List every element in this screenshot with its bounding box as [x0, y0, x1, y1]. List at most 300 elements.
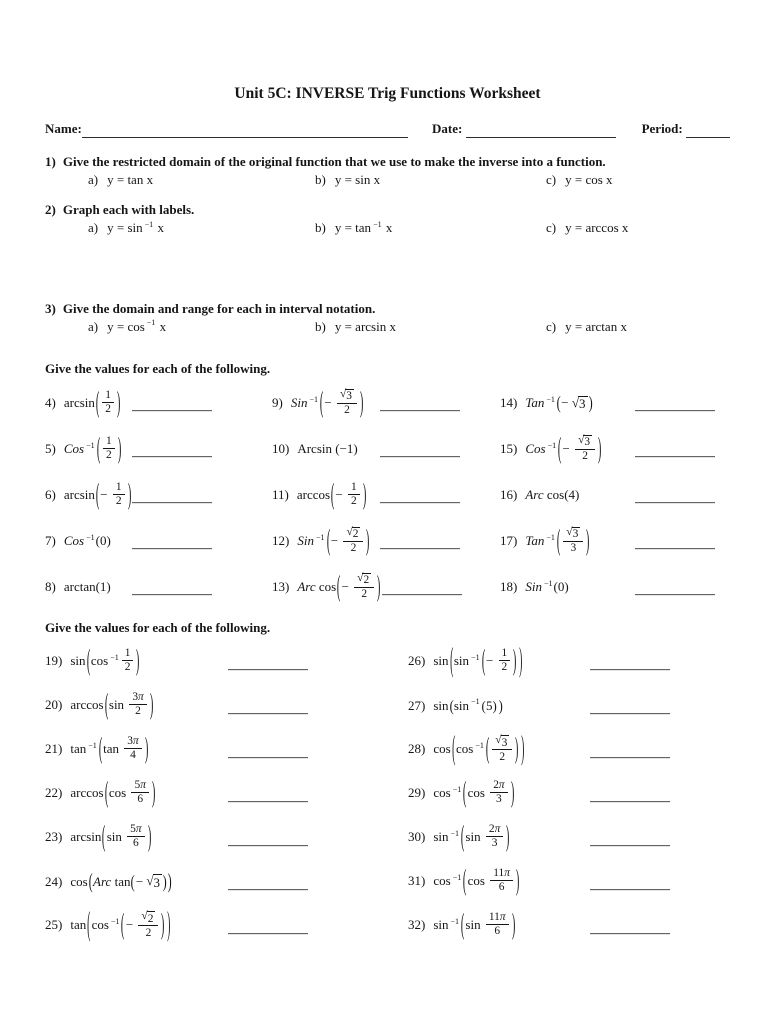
denominator	[103, 448, 115, 463]
denominator	[343, 541, 363, 556]
math-text: tan	[111, 873, 131, 889]
problem-number: 10)	[272, 441, 290, 457]
problem	[272, 441, 358, 457]
math-text: sin	[433, 653, 449, 669]
fraction	[122, 647, 134, 674]
question-part	[315, 319, 546, 335]
problem-expression	[70, 818, 152, 853]
paren-content	[465, 912, 510, 939]
problem-cell	[272, 476, 500, 511]
radicand: 2	[147, 912, 154, 925]
parenthesis: (	[95, 384, 100, 419]
numerator	[563, 526, 583, 541]
math-text: −	[561, 395, 572, 411]
paren-group	[86, 903, 171, 944]
math-text-italic: Tan	[525, 395, 545, 411]
problem-row	[45, 904, 730, 948]
paren-group	[95, 384, 121, 419]
math-text: −	[341, 579, 353, 595]
parenthesis: )	[518, 639, 522, 680]
fraction	[337, 388, 357, 418]
question-part	[315, 220, 546, 236]
problem-cell	[272, 384, 500, 419]
problem	[45, 476, 132, 511]
radical-sign: √	[571, 394, 580, 410]
parenthesis: (	[319, 384, 324, 419]
math-text: 11	[488, 911, 500, 924]
question-part	[546, 319, 730, 335]
problem	[45, 868, 173, 893]
math-text: 5	[134, 779, 141, 792]
problem	[45, 533, 111, 549]
math-text-italic: π	[140, 779, 146, 792]
answer-blank	[380, 456, 460, 458]
paren-group	[95, 476, 132, 511]
paren-content	[100, 482, 126, 509]
paren-content	[561, 527, 585, 557]
superscript: −1	[546, 394, 555, 404]
problem	[408, 695, 503, 715]
paren-content	[562, 435, 597, 465]
part-label: a)	[88, 220, 99, 236]
problem-cell	[500, 391, 730, 413]
question-text: Graph each with labels.	[62, 202, 195, 218]
problem-cell	[500, 430, 730, 465]
problem-number: 14)	[500, 395, 518, 411]
paren-content	[468, 868, 515, 895]
denominator	[124, 748, 141, 763]
answer-blank	[590, 888, 670, 890]
paren-group	[101, 818, 152, 853]
math-text: 2	[488, 823, 495, 836]
math-text-italic: Sin	[525, 579, 542, 595]
paren-group	[556, 522, 591, 557]
parenthesis: (	[121, 906, 125, 941]
radical-sign: √	[141, 910, 148, 923]
paren-group	[556, 391, 593, 413]
problem-expression	[433, 774, 515, 809]
math-text: 3	[570, 542, 577, 555]
paren-group	[96, 430, 122, 465]
superscript: −1	[547, 440, 557, 450]
math-text: cos	[108, 785, 130, 801]
problem-cell	[500, 579, 730, 595]
problem-expression	[525, 391, 593, 413]
values-section-2	[45, 620, 730, 947]
math-text: arccos	[296, 487, 331, 503]
problem	[45, 430, 122, 465]
math-text: 5	[485, 697, 493, 713]
paren-group	[557, 430, 602, 465]
radical	[340, 389, 354, 403]
problem	[45, 730, 149, 765]
math-text: (0)	[95, 533, 111, 549]
parenthesis: (	[102, 818, 106, 853]
math-text: 6	[133, 837, 139, 850]
parenthesis: )	[513, 642, 517, 677]
problem	[408, 906, 516, 941]
paren-content	[93, 870, 167, 892]
radical-sign: √	[357, 571, 364, 584]
problem-row	[45, 564, 730, 610]
problem-number: 6)	[45, 487, 56, 503]
part-label: b)	[315, 318, 326, 334]
numerator	[127, 823, 144, 836]
fraction	[492, 734, 512, 764]
math-text: 6	[494, 925, 501, 938]
problem-number: 7)	[45, 533, 56, 549]
parenthesis: (	[104, 686, 108, 721]
math-text-italic: Arc	[297, 579, 316, 595]
question-parts	[45, 220, 730, 236]
parenthesis: )	[359, 384, 364, 419]
problem-cell	[272, 441, 500, 457]
fraction	[486, 911, 509, 938]
values-section-1	[45, 361, 730, 610]
paren-content	[107, 824, 147, 851]
parenthesis: (	[485, 730, 490, 765]
fraction	[131, 779, 148, 806]
radical-sign: √	[146, 873, 154, 889]
paren-content	[465, 824, 505, 851]
part-expression	[335, 220, 393, 236]
problem-row	[45, 380, 730, 426]
math-text-italic: Arc	[93, 873, 112, 889]
parenthesis: (	[131, 870, 136, 892]
answer-blank	[228, 756, 308, 758]
math-text: −	[135, 873, 147, 889]
question-part	[88, 319, 315, 335]
paren-group	[326, 522, 371, 557]
math-text-italic: π	[504, 867, 510, 880]
math-text: 5	[130, 823, 136, 836]
radicand: 3	[153, 874, 161, 890]
numerator	[486, 911, 509, 924]
page-title: Unit 5C: INVERSE Trig Functions Worksheet	[234, 85, 541, 102]
problem-number: 25)	[45, 917, 63, 933]
problem-cell	[408, 862, 730, 897]
numerator	[575, 434, 595, 449]
math-text: 1	[501, 647, 508, 660]
parenthesis: )	[144, 730, 149, 765]
math-text: sin	[453, 697, 470, 713]
problem-expression	[64, 533, 111, 549]
paren-group	[451, 727, 525, 768]
fraction	[127, 823, 144, 850]
paren-group	[86, 642, 141, 677]
denominator	[348, 494, 360, 509]
math-text: arcsin	[70, 829, 102, 845]
problem-number: 30)	[408, 829, 426, 845]
math-text: y = cos	[107, 318, 145, 334]
problem	[45, 903, 171, 944]
paren-content	[101, 436, 117, 463]
paren-group	[104, 774, 157, 809]
problem-row	[45, 728, 730, 772]
math-text: −	[125, 917, 137, 933]
parenthesis: (	[461, 818, 465, 853]
math-text: y = arccos x	[565, 220, 629, 236]
math-text-italic: π	[499, 911, 506, 924]
math-text: y = sin	[107, 220, 143, 236]
problem-cell	[408, 818, 730, 853]
problem-number: 11)	[272, 487, 289, 503]
fraction	[343, 526, 363, 556]
radicand: 3	[579, 396, 586, 412]
math-text-italic: π	[135, 823, 142, 836]
paren-group	[130, 870, 167, 892]
numerator	[490, 779, 507, 792]
parenthesis: (	[88, 868, 93, 893]
math-text: x	[154, 220, 164, 236]
answer-blank	[228, 712, 308, 714]
problem-expression	[63, 476, 132, 511]
question	[45, 301, 730, 336]
parenthesis: )	[166, 903, 171, 944]
problem-expression	[70, 774, 156, 809]
paren-group	[460, 818, 511, 853]
math-text: tan	[103, 741, 123, 757]
problem-expression	[433, 906, 516, 941]
math-text: −	[335, 487, 346, 503]
parenthesis: )	[117, 430, 122, 465]
answer-blank	[228, 800, 308, 802]
problem-expression	[297, 441, 357, 457]
denominator	[486, 924, 509, 939]
fraction	[490, 779, 507, 806]
superscript: −1	[315, 532, 325, 542]
paren-content	[454, 698, 498, 714]
parenthesis: )	[377, 568, 381, 603]
numerator	[131, 779, 148, 792]
radicand: 3	[501, 736, 508, 749]
parenthesis: )	[498, 695, 503, 715]
problem-row	[45, 772, 730, 816]
parenthesis: )	[506, 818, 510, 853]
denominator	[127, 836, 144, 851]
problem-cell	[500, 522, 730, 557]
problem	[45, 686, 154, 721]
parenthesis: (	[558, 430, 562, 465]
problem-number: 19)	[45, 653, 63, 669]
answer-blank	[590, 800, 670, 802]
problem-cell	[45, 774, 408, 809]
problem-expression	[64, 579, 111, 595]
problem-expression	[297, 522, 370, 557]
denominator	[492, 749, 512, 764]
radicand: 3	[584, 436, 591, 449]
math-text: arccos	[70, 697, 104, 713]
math-text: 2	[105, 449, 112, 462]
math-text: 3	[496, 793, 502, 806]
superscript: −1	[475, 740, 484, 750]
parenthesis: )	[362, 476, 367, 511]
math-text: 3	[491, 837, 498, 850]
denominator	[337, 403, 357, 418]
math-text: arcsin	[63, 395, 95, 411]
math-text: 1	[115, 481, 122, 494]
problem-cell	[45, 686, 408, 721]
problem-number: 13)	[272, 579, 290, 595]
problem-number: 28)	[408, 741, 426, 757]
math-text: cos	[91, 917, 109, 933]
math-text-italic: Cos	[63, 441, 85, 457]
radical	[495, 735, 509, 749]
problem-expression	[525, 579, 568, 595]
problem-number: 26)	[408, 653, 426, 669]
problem-cell	[45, 868, 408, 893]
parenthesis: (	[481, 642, 486, 677]
answer-blank	[380, 410, 460, 412]
parenthesis: (	[481, 696, 486, 714]
problem-cell	[45, 476, 272, 511]
problem-number: 5)	[45, 441, 56, 457]
paren-content	[468, 780, 510, 807]
paren-group	[485, 730, 520, 765]
math-text: Arcsin (−1)	[297, 441, 358, 457]
problem-cell	[408, 774, 730, 809]
answer-blank	[380, 548, 460, 550]
paren-group	[449, 695, 504, 715]
math-text: cos	[90, 653, 109, 669]
answer-blank	[635, 502, 715, 504]
numerator	[348, 481, 360, 494]
problem-cell	[45, 579, 272, 595]
period-blank	[686, 136, 730, 138]
parenthesis: )	[366, 522, 370, 557]
math-text: −	[100, 487, 111, 503]
problem-cell	[272, 522, 500, 557]
problem-cell	[45, 430, 272, 465]
problem-expression	[433, 727, 525, 768]
parenthesis: (	[104, 774, 108, 809]
paren-group	[449, 639, 523, 680]
math-text: sin	[108, 697, 128, 713]
part-label: b)	[315, 220, 326, 236]
section-1-heading: Give the values for each of the following.	[45, 361, 271, 377]
math-text: y = tan	[334, 220, 372, 236]
parenthesis: (	[96, 430, 101, 465]
problem-row	[45, 472, 730, 518]
superscript: −1	[450, 916, 460, 926]
numerator	[129, 691, 146, 704]
parenthesis: (	[451, 727, 455, 768]
paren-group	[462, 862, 520, 897]
numerator	[486, 823, 503, 836]
part-label: c)	[546, 220, 557, 236]
problem	[408, 862, 520, 897]
fraction	[490, 867, 513, 894]
fraction	[113, 481, 125, 508]
math-text: 6	[137, 793, 144, 806]
numerator	[490, 867, 513, 880]
header-fields	[45, 121, 730, 137]
part-expression	[107, 172, 153, 188]
math-text: arctan(1)	[63, 579, 111, 595]
problem	[45, 579, 111, 595]
part-expression	[565, 220, 628, 236]
superscript: −1	[373, 219, 382, 229]
answer-blank	[635, 410, 715, 412]
math-text: sin	[433, 697, 449, 713]
parenthesis: (	[326, 522, 330, 557]
parenthesis: (	[337, 568, 341, 603]
name-label: Name:	[45, 121, 82, 137]
radical	[146, 874, 162, 889]
numerator	[124, 735, 141, 748]
answer-blank	[380, 502, 460, 504]
problem-expression	[70, 686, 154, 721]
part-label: a)	[88, 318, 99, 334]
problem-expression	[290, 384, 364, 419]
superscript: −1	[88, 740, 97, 750]
paren-group	[336, 568, 381, 603]
math-text-italic: Cos	[525, 441, 546, 457]
math-text: 1	[105, 435, 112, 448]
paren-content	[342, 573, 377, 603]
question-prompt	[45, 154, 730, 170]
math-text: 2	[493, 779, 499, 792]
math-text: cos	[433, 741, 451, 757]
answer-blank	[132, 502, 212, 504]
paren-content	[453, 642, 518, 677]
problem	[45, 642, 141, 677]
math-text: sin	[465, 917, 484, 933]
math-text: 2	[105, 403, 111, 416]
math-text: −	[330, 533, 342, 549]
superscript: −1	[543, 578, 553, 588]
superscript: −1	[452, 872, 462, 882]
parenthesis: )	[151, 774, 156, 809]
superscript: −1	[450, 828, 460, 838]
parenthesis: )	[116, 384, 121, 419]
parenthesis: (	[86, 642, 90, 677]
question-part	[88, 172, 315, 188]
parenthesis: (	[87, 903, 91, 944]
question-number: 2)	[45, 202, 56, 218]
parenthesis: )	[136, 642, 140, 677]
parenthesis: )	[511, 906, 516, 941]
math-text: cos	[467, 873, 489, 889]
problem-expression	[297, 568, 381, 603]
math-text: sin	[453, 653, 470, 669]
problem-cell	[500, 487, 730, 503]
parenthesis: )	[598, 430, 602, 465]
parenthesis: )	[162, 870, 167, 892]
math-text: 2	[499, 750, 506, 763]
answer-blank	[132, 594, 212, 596]
problem-cell	[408, 906, 730, 941]
radicand: 3	[346, 390, 352, 403]
paren-content	[126, 911, 161, 941]
problem	[272, 384, 364, 419]
parenthesis: )	[520, 727, 524, 768]
problem-cell	[408, 695, 730, 715]
paren-content	[109, 780, 151, 807]
question-parts	[45, 319, 730, 335]
superscript: −1	[546, 532, 555, 542]
question	[45, 202, 730, 237]
paren-content	[335, 482, 361, 509]
paren-group	[481, 642, 518, 677]
math-text: cos	[467, 785, 489, 801]
paren-group	[462, 774, 515, 809]
question-part	[546, 172, 730, 188]
denominator	[499, 660, 511, 675]
math-text: 3	[127, 735, 133, 748]
denominator	[131, 792, 148, 807]
numerator	[122, 647, 134, 660]
